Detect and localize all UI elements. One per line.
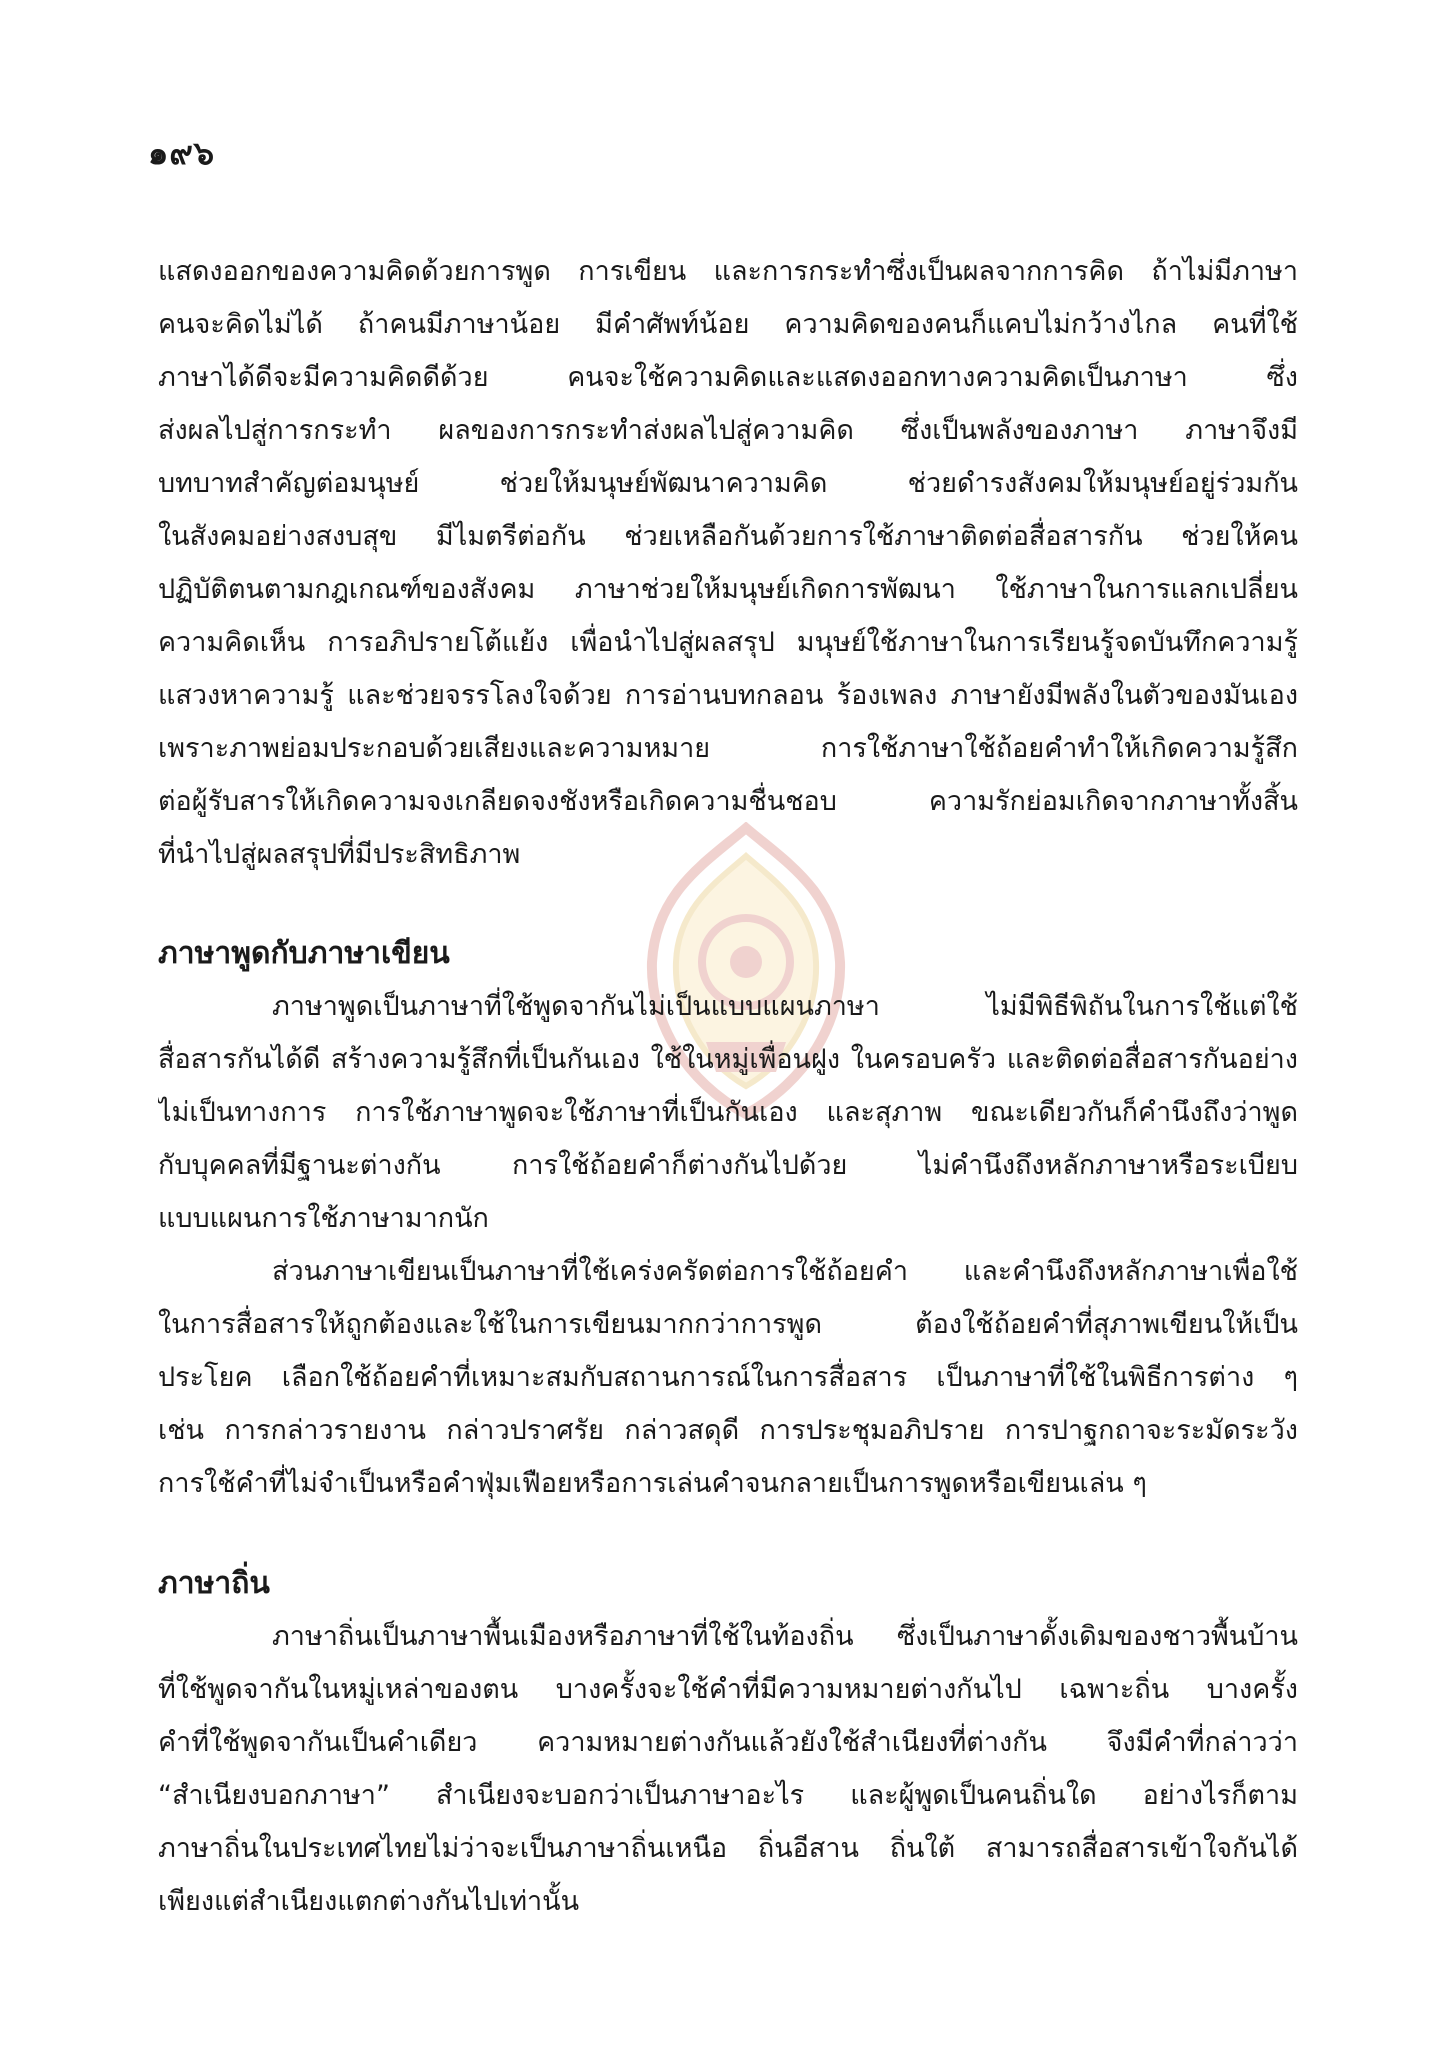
text-line: ที่ใช้พูดจากันในหมู่เหล่าของตน บางครั้งจะใช้คำที่มีความหมายต่างกันไป เฉพาะถิ่น บางครั้ง — [158, 1674, 1298, 1705]
text-line: แสวงหาความรู้ และช่วยจรรโลงใจด้วย การอ่านบทกลอน ร้องเพลง ภาษายังมีพลังในตัวของมันเอง — [158, 680, 1298, 711]
text-line: แสดงออกของความคิดด้วยการพูด การเขียน และการกระทำซึ่งเป็นผลจากการคิด ถ้าไม่มีภาษา — [158, 256, 1298, 287]
section-heading: ภาษาถิ่น — [158, 1566, 270, 1601]
text-line: สื่อสารกันได้ดี สร้างความรู้สึกที่เป็นกันเอง ใช้ในหมู่เพื่อนฝูง ในครอบครัว และติดต่อสื่อสารกันอย่าง — [158, 1044, 1298, 1075]
page-number: ๑๙๖ — [148, 134, 216, 172]
text-line: ภาษาพูดเป็นภาษาที่ใช้พูดจากันไม่เป็นแบบแผนภาษา ไม่มีพิธีพิถันในการใช้แต่ใช้ — [272, 991, 1298, 1022]
text-line: ที่นำไปสู่ผลสรุปที่มีประสิทธิภาพ — [158, 839, 521, 870]
text-line: คำที่ใช้พูดจากันเป็นคำเดียว ความหมายต่างกันแล้วยังใช้สำเนียงที่ต่างกัน จึงมีคำที่กล่าวว่า — [158, 1727, 1298, 1758]
text-line: ประโยค เลือกใช้ถ้อยคำที่เหมาะสมกับสถานการณ์ในการสื่อสาร เป็นภาษาที่ใช้ในพิธีการต่าง ๆ — [158, 1362, 1298, 1393]
text-line: เช่น การกล่าวรายงาน กล่าวปราศรัย กล่าวสดุดี การประชุมอภิปราย การปาฐกถาจะระมัดระวัง — [158, 1415, 1298, 1446]
text-line: คนจะคิดไม่ได้ ถ้าคนมีภาษาน้อย มีคำศัพท์น้อย ความคิดของคนก็แคบไม่กว้างไกล คนที่ใช้ — [158, 309, 1298, 340]
text-line: ภาษาถิ่นเป็นภาษาพื้นเมืองหรือภาษาที่ใช้ในท้องถิ่น ซึ่งเป็นภาษาดั้งเดิมของชาวพื้นบ้าน — [272, 1621, 1298, 1652]
text-line: “สำเนียงบอกภาษา” สำเนียงจะบอกว่าเป็นภาษาอะไร และผู้พูดเป็นคนถิ่นใด อย่างไรก็ตาม — [158, 1780, 1298, 1811]
text-line: ต่อผู้รับสารให้เกิดความจงเกลียดจงชังหรือเกิดความชื่นชอบ ความรักย่อมเกิดจากภาษาทั้งสิ้น — [158, 786, 1298, 817]
text-line: ความคิดเห็น การอภิปรายโต้แย้ง เพื่อนำไปสู่ผลสรุป มนุษย์ใช้ภาษาในการเรียนรู้จดบันทึกความรู้ — [158, 627, 1298, 658]
text-line: การใช้คำที่ไม่จำเป็นหรือคำฟุ่มเฟือยหรือการเล่นคำจนกลายเป็นการพูดหรือเขียนเล่น ๆ — [158, 1468, 1147, 1499]
text-line: เพราะภาพย่อมประกอบด้วยเสียงและความหมาย การใช้ภาษาใช้ถ้อยคำทำให้เกิดความรู้สึก — [158, 733, 1298, 764]
text-line: กับบุคคลที่มีฐานะต่างกัน การใช้ถ้อยคำก็ต่างกันไปด้วย ไม่คำนึงถึงหลักภาษาหรือระเบียบ — [158, 1150, 1298, 1181]
text-line: ส่วนภาษาเขียนเป็นภาษาที่ใช้เคร่งครัดต่อการใช้ถ้อยคำ และคำนึงถึงหลักภาษาเพื่อใช้ — [272, 1256, 1298, 1287]
text-line: ปฏิบัติตนตามกฎเกณฑ์ของสังคม ภาษาช่วยให้มนุษย์เกิดการพัฒนา ใช้ภาษาในการแลกเปลี่ยน — [158, 574, 1298, 605]
text-line: แบบแผนการใช้ภาษามากนัก — [158, 1203, 489, 1234]
text-line: ภาษาได้ดีจะมีความคิดดีด้วย คนจะใช้ความคิดและแสดงออกทางความคิดเป็นภาษา ซึ่ง — [158, 362, 1298, 393]
section-heading: ภาษาพูดกับภาษาเขียน — [158, 936, 450, 971]
text-line: ภาษาถิ่นในประเทศไทยไม่ว่าจะเป็นภาษาถิ่นเหนือ ถิ่นอีสาน ถิ่นใต้ สามารถสื่อสารเข้าใจกันได้ — [158, 1833, 1298, 1864]
text-line: บทบาทสำคัญต่อมนุษย์ ช่วยให้มนุษย์พัฒนาความคิด ช่วยดำรงสังคมให้มนุษย์อยู่ร่วมกัน — [158, 468, 1298, 499]
text-line: ส่งผลไปสู่การกระทำ ผลของการกระทำส่งผลไปสู่ความคิด ซึ่งเป็นพลังของภาษา ภาษาจึงมี — [158, 415, 1298, 446]
text-line: ในการสื่อสารให้ถูกต้องและใช้ในการเขียนมากกว่าการพูด ต้องใช้ถ้อยคำที่สุภาพเขียนให้เป็น — [158, 1309, 1298, 1340]
text-line: ไม่เป็นทางการ การใช้ภาษาพูดจะใช้ภาษาที่เป็นกันเอง และสุภาพ ขณะเดียวกันก็คำนึงถึงว่าพูด — [158, 1097, 1298, 1128]
text-line: เพียงแต่สำเนียงแตกต่างกันไปเท่านั้น — [158, 1886, 580, 1917]
text-line: ในสังคมอย่างสงบสุข มีไมตรีต่อกัน ช่วยเหลือกันด้วยการใช้ภาษาติดต่อสื่อสารกัน ช่วยให้คน — [158, 521, 1298, 552]
